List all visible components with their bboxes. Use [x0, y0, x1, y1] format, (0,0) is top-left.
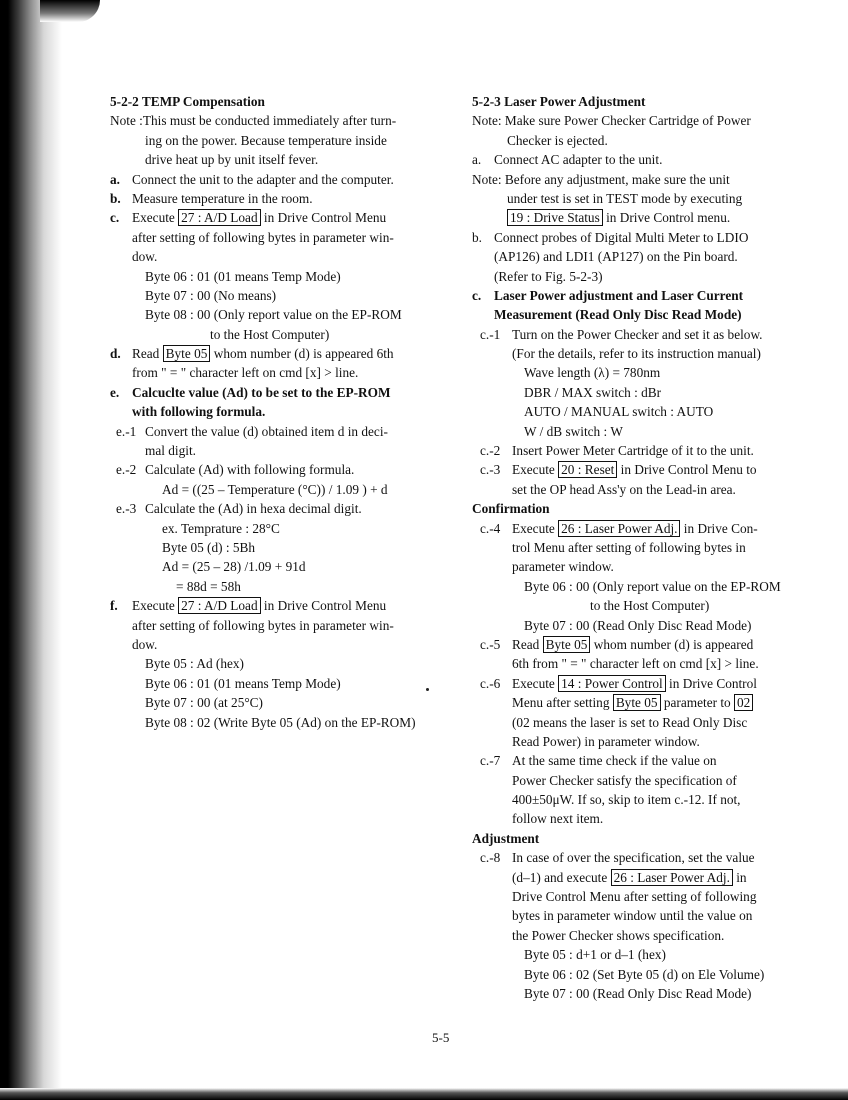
step-b: b. Measure temperature in the room. — [110, 190, 313, 206]
scan-corner-shadow — [40, 0, 100, 22]
step-c2: c.-2 Insert Power Meter Cartridge of it to the unit. — [480, 443, 754, 459]
step-f: f. Execute 27 : A/D Load in Drive Control Menu — [110, 598, 387, 614]
scan-speck — [426, 688, 429, 691]
subheading-confirmation: Confirmation — [472, 501, 550, 517]
note-line: Note: Before any adjustment, make sure the unit — [472, 171, 730, 187]
menu-command-box: Byte 05 — [543, 636, 591, 653]
step-c3-cont: set the OP head Ass'y on the Lead-in area. — [512, 481, 736, 497]
byte-setting: Byte 07 : 00 (Read Only Disc Read Mode) — [524, 617, 752, 633]
section-heading-laser: 5-2-3 Laser Power Adjustment — [472, 94, 646, 109]
byte-setting: Byte 05 : d+1 or d–1 (hex) — [524, 947, 666, 963]
step-c8-cont: bytes in parameter window until the value on — [512, 908, 753, 924]
left-column — [110, 92, 420, 732]
step-c-cont: Measurement (Read Only Disc Read Mode) — [494, 307, 742, 323]
step-c1: c.-1 Turn on the Power Checker and set it as below. — [480, 326, 763, 342]
example-line: ex. Temprature : 28°C — [162, 520, 280, 536]
step-c4-cont: parameter window. — [512, 559, 614, 575]
step-c4-cont: trol Menu after setting of following bytes in — [512, 539, 746, 555]
byte-setting: to the Host Computer) — [210, 326, 330, 342]
note-line: 19 : Drive Status in Drive Control menu. — [472, 208, 774, 227]
menu-command-box: 26 : Laser Power Adj. — [611, 869, 733, 886]
example-line: Byte 05 (d) : 5Bh — [162, 539, 256, 555]
byte-setting: Byte 05 : Ad (hex) — [145, 656, 244, 672]
scan-bottom-edge — [0, 1088, 848, 1100]
scan-binding-edge — [0, 0, 62, 1100]
menu-command-box: Byte 05 — [613, 694, 661, 711]
step-c7-cont: Power Checker satisfy the specification of — [512, 772, 737, 788]
byte-setting: Byte 07 : 00 (No means) — [145, 287, 277, 303]
byte-setting: Byte 07 : 00 (at 25°C) — [145, 695, 263, 711]
byte-setting: Byte 06 : 01 (01 means Temp Mode) — [145, 268, 341, 284]
note-line: Note: Make sure Power Checker Cartridge of Power — [472, 113, 751, 129]
byte-setting: Byte 06 : 01 (01 means Temp Mode) — [145, 675, 341, 691]
step-c-cont: dow. — [132, 249, 158, 265]
note-line: Note :This must be conducted immediately after turn- — [110, 113, 397, 129]
value-box: 02 — [734, 694, 753, 711]
step-c8-cont: the Power Checker shows specification. — [512, 927, 725, 943]
step-c: c. Laser Power adjustment and Laser Current — [472, 287, 744, 303]
step-b: b. Connect probes of Digital Multi Meter to LDIO — [472, 229, 749, 245]
step-c3: c.-3 Execute 20 : Reset in Drive Control Menu to — [480, 462, 757, 478]
step-c5: c.-5 Read Byte 05 whom number (d) is appeared — [480, 636, 754, 652]
byte-setting: to the Host Computer) — [590, 598, 710, 614]
step-c7-cont: follow next item. — [512, 811, 604, 827]
menu-command-box: 14 : Power Control — [558, 675, 666, 692]
checker-setting: DBR / MAX switch : dBr — [524, 384, 662, 400]
step-c6-cont: Menu after setting Byte 05 parameter to 02 — [472, 693, 774, 712]
example-line: Ad = (25 – 28) /1.09 + 91d — [162, 559, 306, 575]
checker-setting: W / dB switch : W — [524, 423, 623, 439]
step-e2: e.-2 Calculate (Ad) with following formula. — [116, 462, 355, 478]
step-c4: c.-4 Execute 26 : Laser Power Adj. in Drive Con- — [480, 520, 758, 536]
menu-command-box: 27 : A/D Load — [178, 209, 260, 226]
step-e1: e.-1 Convert the value (d) obtained item d in deci- — [116, 423, 388, 439]
byte-setting: Byte 06 : 02 (Set Byte 05 (d) on Ele Volume) — [524, 966, 765, 982]
step-d-cont: from " = " character left on cmd [x] > line. — [132, 365, 359, 381]
note-line: Checker is ejected. — [507, 132, 608, 148]
step-c8-cont: Drive Control Menu after setting of following — [512, 889, 757, 905]
byte-setting: Byte 07 : 00 (Read Only Disc Read Mode) — [524, 985, 752, 1001]
example-line: = 88d = 58h — [176, 578, 241, 594]
step-c6-cont: (02 means the laser is set to Read Only Disc — [512, 714, 748, 730]
note-line: ing on the power. Because temperature inside — [145, 132, 387, 148]
step-b-cont: (Refer to Fig. 5-2-3) — [494, 268, 603, 284]
checker-setting: Wave length (λ) = 780nm — [524, 365, 661, 381]
right-column — [472, 92, 781, 1003]
menu-command-box: 26 : Laser Power Adj. — [558, 520, 680, 537]
step-c8: c.-8 In case of over the specification, set the value — [480, 850, 755, 866]
step-e3: e.-3 Calculate the (Ad) in hexa decimal digit. — [116, 501, 362, 517]
note-line: drive heat up by unit itself fever. — [145, 152, 319, 168]
step-c-cont: after setting of following bytes in parameter win- — [132, 229, 394, 245]
step-c6: c.-6 Execute 14 : Power Control in Drive Control — [480, 675, 757, 691]
step-a: a. Connect AC adapter to the unit. — [472, 152, 663, 168]
byte-setting: Byte 08 : 02 (Write Byte 05 (Ad) on the EP-ROM) — [145, 714, 416, 730]
step-e-cont: with following formula. — [132, 404, 266, 420]
menu-command-box: 19 : Drive Status — [507, 209, 603, 226]
formula: Ad = ((25 – Temperature (°C)) / 1.09 ) + d — [162, 481, 388, 497]
step-c5-cont: 6th from " = " character left on cmd [x] > line. — [512, 656, 759, 672]
step-f-cont: dow. — [132, 636, 158, 652]
step-e1-cont: mal digit. — [145, 443, 196, 459]
menu-command-box: 20 : Reset — [558, 461, 617, 478]
menu-command-box: 27 : A/D Load — [178, 597, 260, 614]
menu-command-box: Byte 05 — [163, 345, 211, 362]
page-number: 5-5 — [432, 1030, 450, 1045]
subheading-adjustment: Adjustment — [472, 830, 540, 846]
step-b-cont: (AP126) and LDI1 (AP127) on the Pin board. — [494, 249, 738, 265]
step-c7-cont: 400±50μW. If so, skip to item c.-12. If not, — [512, 792, 741, 808]
step-c7: c.-7 At the same time check if the value on — [480, 753, 717, 769]
byte-setting: Byte 08 : 00 (Only report value on the EP-ROM — [145, 307, 402, 323]
step-c6-cont: Read Power) in parameter window. — [512, 733, 700, 749]
section-heading-temp: 5-2-2 TEMP Compensation — [110, 94, 265, 109]
note-line: under test is set in TEST mode by executing — [507, 190, 743, 206]
step-f-cont: after setting of following bytes in parameter win- — [132, 617, 394, 633]
step-d: d. Read Byte 05 whom number (d) is appeared 6th — [110, 346, 394, 362]
step-a: a. Connect the unit to the adapter and the computer. — [110, 171, 394, 187]
step-c: c. Execute 27 : A/D Load in Drive Control Menu — [110, 210, 387, 226]
step-e: e. Calcuclte value (Ad) to be set to the EP-ROM — [110, 384, 391, 400]
byte-setting: Byte 06 : 00 (Only report value on the EP-ROM — [524, 578, 781, 594]
step-c1-cont: (For the details, refer to its instruction manual) — [512, 346, 761, 362]
checker-setting: AUTO / MANUAL switch : AUTO — [524, 404, 714, 420]
step-c8-cont: (d–1) and execute 26 : Laser Power Adj. in — [512, 869, 747, 885]
